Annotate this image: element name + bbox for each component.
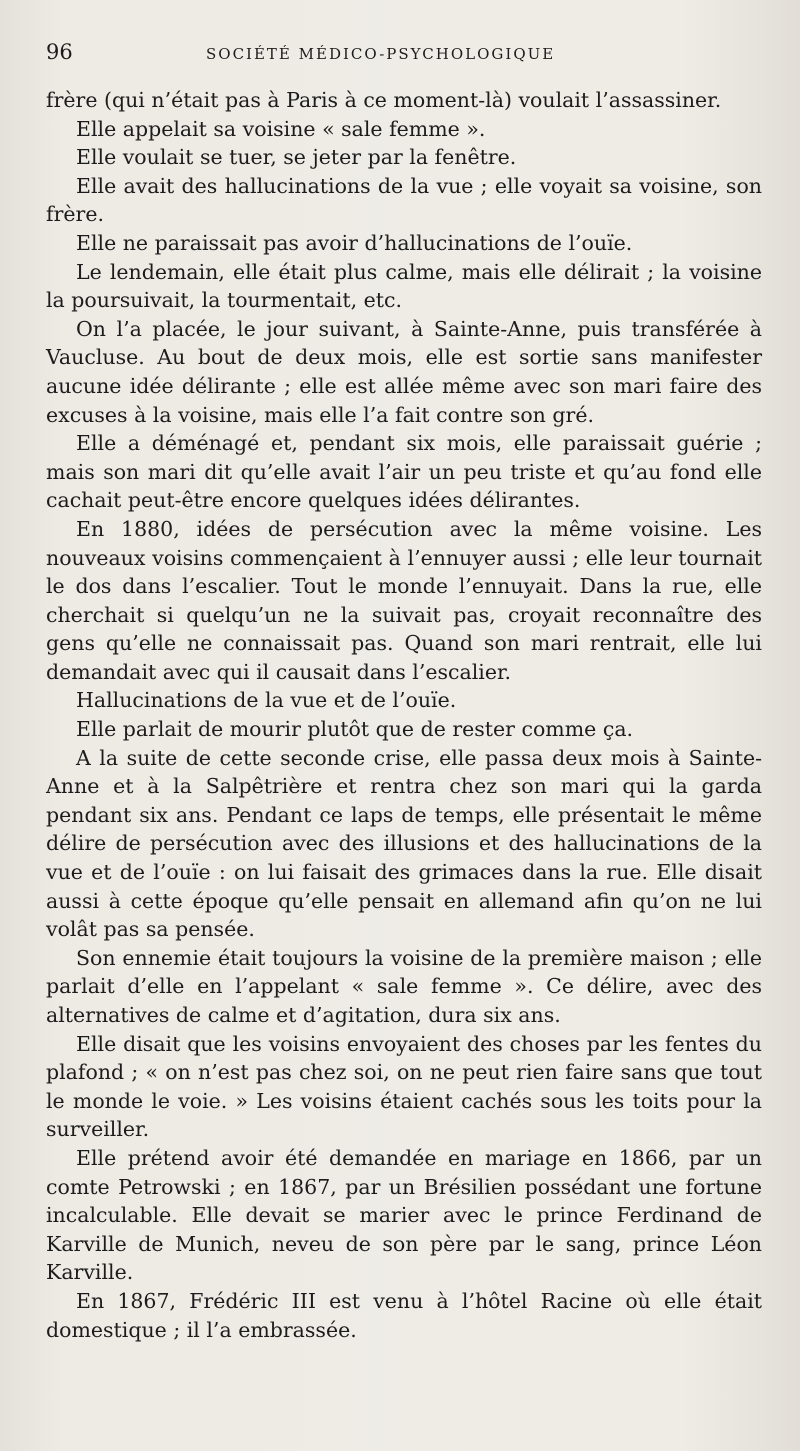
paragraph: Son ennemie était toujours la voisine de la première maison ; elle parlait d’elle en l’appelant « sale femme ». Ce délire, avec des alternatives de calme et d’agitation, dura six ans. [46, 945, 762, 1027]
body-text [46, 86, 762, 1344]
paragraph: Elle appelait sa voisine « sale femme ». [76, 116, 486, 141]
paragraph: Elle ne paraissait pas avoir d’hallucinations de l’ouïe. [76, 230, 633, 255]
running-title: SOCIÉTÉ MÉDICO-PSYCHOLOGIQUE [206, 45, 556, 63]
paragraph: frère (qui n’était pas à Paris à ce moment-là) voulait l’assassiner. [46, 88, 722, 112]
running-head [46, 40, 762, 72]
paragraph: En 1880, idées de persécution avec la même voisine. Les nouveaux voisins commençaient à l’ennuyer aussi ; elle leur tournait le dos dans l’escalier. Tout le monde l’ennuyait. Dans la rue, elle cherchait si quelqu’un ne la suivait pas, croyait reconnaître des gens qu’elle ne connaissait pas. Quand son mari rentrait, elle lui demandait avec qui il causait dans l’escalier. [46, 516, 762, 684]
paragraph: Elle parlait de mourir plutôt que de rester comme ça. [76, 717, 634, 742]
paragraph: A la suite de cette seconde crise, elle passa deux mois à Sainte-Anne et à la Salpêtrière et rentra chez son mari qui la garda pendant six ans. Pendant ce laps de temps, elle présentait le même délire de persécution avec des illusions et des hallucinations de la vue et de l’ouïe : on lui faisait des grimaces dans la rue. Elle disait aussi à cette époque qu’elle pensait en allemand afin qu’on ne lui volât pas sa pensée. [46, 745, 762, 942]
paragraph: Elle disait que les voisins envoyaient des choses par les fentes du plafond ; « on n’est pas chez soi, on ne peut rien faire sans que tout le monde le voie. » Les voisins étaient cachés sous les toits pour la surveiller. [46, 1031, 762, 1142]
paragraph: Elle prétend avoir été demandée en mariage en 1866, par un comte Petrowski ; en 1867, par un Brésilien possédant une fortune incalculable. Elle devait se marier avec le prince Ferdinand de Karville de Munich, neveu de son père par le sang, prince Léon Karville. [46, 1145, 762, 1285]
paragraph: Hallucinations de la vue et de l’ouïe. [76, 688, 457, 713]
page-number: 96 [46, 40, 73, 64]
paragraph: Elle a déménagé et, pendant six mois, elle paraissait guérie ; mais son mari dit qu’elle avait l’air un peu triste et qu’au fond elle cachait peut-être encore quelques idées délirantes. [46, 431, 762, 513]
paragraph: Le lendemain, elle était plus calme, mais elle délirait ; la voisine la poursuivait, la tourmentait, etc. [46, 259, 762, 313]
paragraph: Elle voulait se tuer, se jeter par la fenêtre. [76, 145, 517, 170]
paragraph: Elle avait des hallucinations de la vue ; elle voyait sa voisine, son frère. [46, 173, 762, 227]
paragraph: En 1867, Frédéric III est venu à l’hôtel Racine où elle était domestique ; il l’a embrassée. [46, 1288, 762, 1342]
paragraph: On l’a placée, le jour suivant, à Sainte-Anne, puis transférée à Vaucluse. Au bout de deux mois, elle est sortie sans manifester aucune idée délirante ; elle est allée même avec son mari faire des excuses à la voisine, mais elle l’a fait contre son gré. [46, 316, 762, 427]
